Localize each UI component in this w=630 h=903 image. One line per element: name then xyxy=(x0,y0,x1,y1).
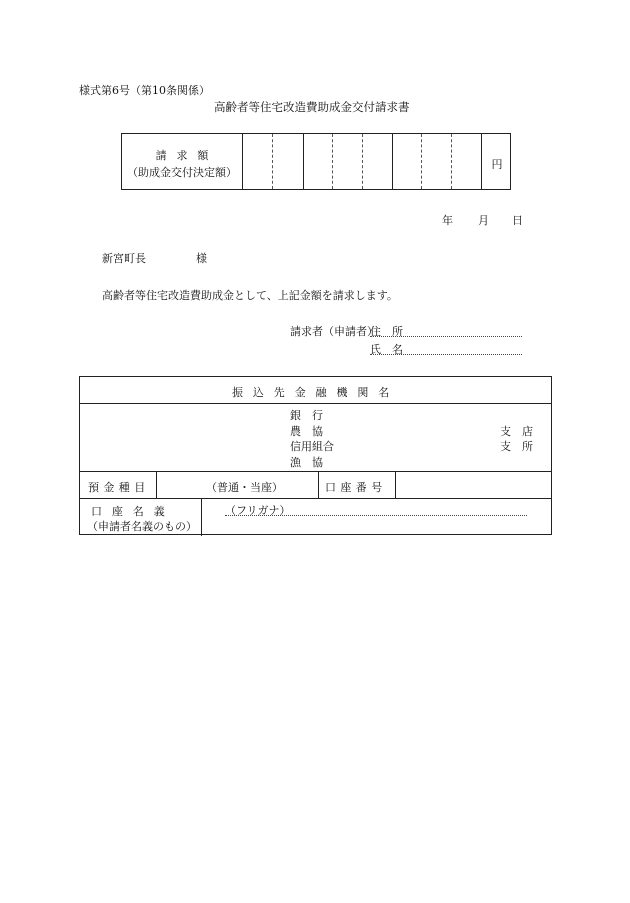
amount-table xyxy=(121,133,511,190)
addressee-honorific: 様 xyxy=(196,252,207,265)
bank-table-divider xyxy=(156,471,157,498)
amount-unit: 円 xyxy=(491,158,503,171)
institution-type-agri-coop: 農 協 xyxy=(290,425,323,438)
requester-address-field[interactable] xyxy=(370,323,522,337)
date-year: 年 xyxy=(442,214,453,227)
requester-name-label: 氏 名 xyxy=(370,343,403,356)
account-holder-furigana-field[interactable] xyxy=(225,502,527,516)
institution-type-fishery-coop: 漁 協 xyxy=(290,456,323,469)
requester-name-field[interactable] xyxy=(370,341,522,355)
amount-digit-divider xyxy=(421,134,422,189)
request-statement: 高齢者等住宅改造費助成金として、上記金額を請求します。 xyxy=(102,289,398,302)
account-holder-label: 口座名義 xyxy=(91,505,175,518)
requester-address-label: 住 所 xyxy=(370,325,403,338)
bank-table-rule xyxy=(80,498,551,499)
requester-label: 請求者（申請者） xyxy=(290,325,378,338)
deposit-type-label: 預金種目 xyxy=(88,481,150,494)
amount-digit-divider xyxy=(332,134,333,189)
bank-table-divider xyxy=(318,471,319,498)
addressee-name: 新宮町長 xyxy=(102,252,146,265)
bank-table-rule xyxy=(80,403,551,404)
deposit-type-options[interactable]: （普通・当座） xyxy=(206,481,283,494)
bank-table-divider xyxy=(201,498,202,536)
bank-table-divider xyxy=(395,471,396,498)
institution-type-bank: 銀 行 xyxy=(290,409,323,422)
bank-table-rule xyxy=(80,471,551,472)
institution-type-credit-union: 信用組合 xyxy=(290,440,334,453)
amount-digit-divider xyxy=(392,134,393,189)
date-month: 月 xyxy=(478,214,489,227)
branch-type-branch: 支 店 xyxy=(500,425,533,438)
account-holder-note: （申請者名義のもの） xyxy=(87,520,197,533)
amount-digit-divider xyxy=(272,134,273,189)
amount-label-cell xyxy=(122,134,243,189)
bank-table xyxy=(79,376,552,535)
form-number: 様式第6号（第10条関係） xyxy=(79,84,210,97)
account-number-label: 口座番号 xyxy=(325,481,387,494)
amount-digit-divider xyxy=(481,134,482,189)
amount-digit-divider xyxy=(451,134,452,189)
branch-type-office: 支 所 xyxy=(500,440,533,453)
bank-header: 振込先金融機関名 xyxy=(232,386,400,399)
date-day: 日 xyxy=(512,214,523,227)
furigana-label: （フリガナ） xyxy=(225,504,291,517)
amount-digit-divider xyxy=(362,134,363,189)
page-title: 高齢者等住宅改造費助成金交付請求書 xyxy=(214,100,410,114)
amount-label: 請求額 xyxy=(155,149,219,162)
amount-label-note: （助成金交付決定額） xyxy=(127,166,237,179)
amount-digit-divider xyxy=(303,134,304,189)
